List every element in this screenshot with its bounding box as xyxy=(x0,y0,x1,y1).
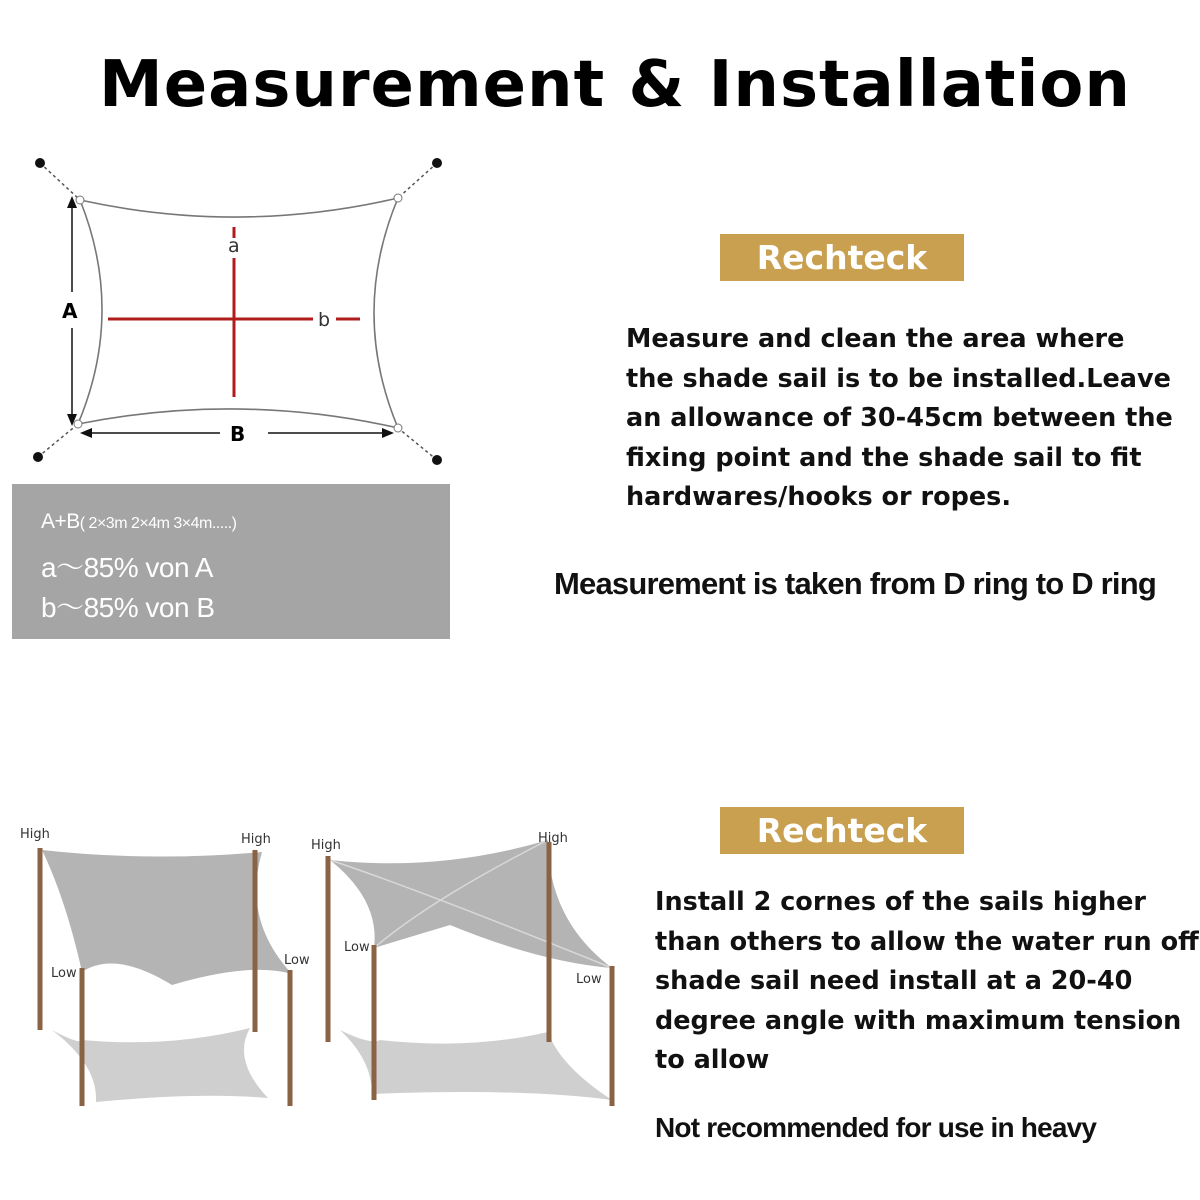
section2-badge: Rechteck xyxy=(720,807,964,854)
page-title: Measurement & Installation xyxy=(99,48,1131,122)
anchor-point-top-left xyxy=(35,158,45,168)
d-ring xyxy=(74,420,82,428)
anchor-point-bottom-left xyxy=(33,452,43,462)
size-info-line2: a～85% von A xyxy=(41,552,213,583)
section2-note: Not recommended for use in heavy xyxy=(655,1112,1097,1143)
height-label: High xyxy=(20,827,50,842)
size-info-line1: A+B( 2×3m 2×4m 3×4m.....) xyxy=(41,510,237,533)
section1-note: Measurement is taken from D ring to D ring xyxy=(554,566,1157,601)
size-info-line3: b～85% von B xyxy=(41,592,215,623)
installation-illustration-left xyxy=(40,848,292,1106)
d-ring xyxy=(394,424,402,432)
anchor-point-bottom-right xyxy=(432,455,442,465)
height-label: High xyxy=(538,831,568,846)
anchor-point-top-right xyxy=(432,158,442,168)
sail-outline xyxy=(78,198,398,428)
measure-a-label: a xyxy=(228,235,240,257)
height-label: High xyxy=(241,832,271,847)
dimension-A-label: A xyxy=(62,299,78,323)
measure-b-label: b xyxy=(318,309,331,331)
size-info-box xyxy=(12,484,450,639)
height-label: High xyxy=(311,838,341,853)
d-ring xyxy=(394,194,402,202)
section1-text: Measure and clean the area where the shade sail is to be installed.Leave an allowance of 30-45cm between the fixing point and the shade sail to fit hardwares/hooks or ropes. xyxy=(626,324,1173,513)
dimension-B-label: B xyxy=(230,422,246,446)
section2-text: Install 2 cornes of the sails higher than others to allow the water run off shade sail need install at a 20-40 degree angle with maximum tension to allow xyxy=(655,887,1199,1076)
anchor-ropes xyxy=(38,163,437,460)
height-label: Low xyxy=(284,953,310,968)
installation-illustration-right xyxy=(328,840,612,1106)
d-ring xyxy=(76,196,84,204)
height-label: Low xyxy=(344,940,370,955)
section1-badge: Rechteck xyxy=(720,234,964,281)
height-label: Low xyxy=(51,966,77,981)
height-label: Low xyxy=(576,972,602,987)
